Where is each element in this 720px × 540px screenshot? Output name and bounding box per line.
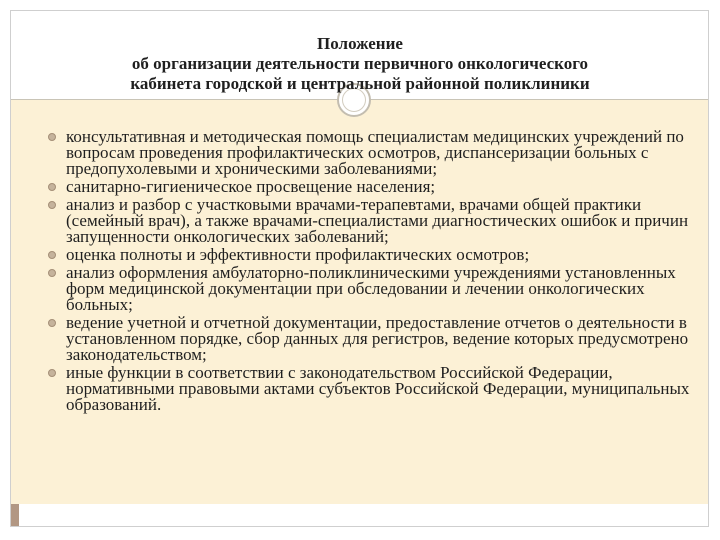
list-item-text: санитарно-гигиеническое просвещение населения;: [66, 177, 436, 196]
title-line-1: Положение: [317, 34, 403, 53]
list-item: [46, 315, 696, 363]
footer-bar: [11, 504, 708, 526]
list-item-text: анализ и разбор с участковыми врачами-терапевтами, врачами общей практики (семейный врач), а также врачами-специалистами диагностических ошибок и причин запущенности онкологических заболеваний;: [66, 195, 689, 246]
list-item-text: анализ оформления амбулаторно-поликлиническими учреждениями установленных форм медицинской документации при обследовании и лечении онкологических больных;: [66, 263, 676, 314]
bullet-icon: [48, 369, 56, 377]
title-line-3: кабинета городской и центральной районной поликлиники: [130, 74, 590, 93]
list-item-text: ведение учетной и отчетной документации, предоставление отчетов о деятельности в установленном порядке, сбор данных для регистров, ведение которых предусмотрено законодательством;: [66, 313, 689, 364]
list-item: [46, 129, 696, 177]
list-item: [46, 179, 696, 195]
bullet-icon: [48, 269, 56, 277]
function-list: [46, 129, 696, 415]
title-line-2: об организации деятельности первичного онкологического: [131, 54, 589, 73]
slide-title: [40, 34, 680, 94]
bullet-icon: [48, 201, 56, 209]
bullet-icon: [48, 183, 56, 191]
list-item: [46, 365, 696, 413]
list-item: [46, 247, 696, 263]
bullet-icon: [48, 133, 56, 141]
list-item-text: иные функции в соответствии с законодательством Российской Федерации, нормативными правовыми актами субъектов Российской Федерации, муниципальных образований.: [66, 363, 690, 414]
bullet-icon: [48, 251, 56, 259]
list-item: [46, 197, 696, 245]
list-item-text: оценка полноты и эффективности профилактических осмотров;: [66, 245, 530, 264]
list-item: [46, 265, 696, 313]
list-item-text: консультативная и методическая помощь специалистам медицинских учреждений по вопросам проведения профилактических осмотров, диспансеризации больных с предопухолевыми и хроническими заболеваниями;: [66, 127, 684, 178]
footer-accent: [11, 504, 19, 526]
bullet-icon: [48, 319, 56, 327]
